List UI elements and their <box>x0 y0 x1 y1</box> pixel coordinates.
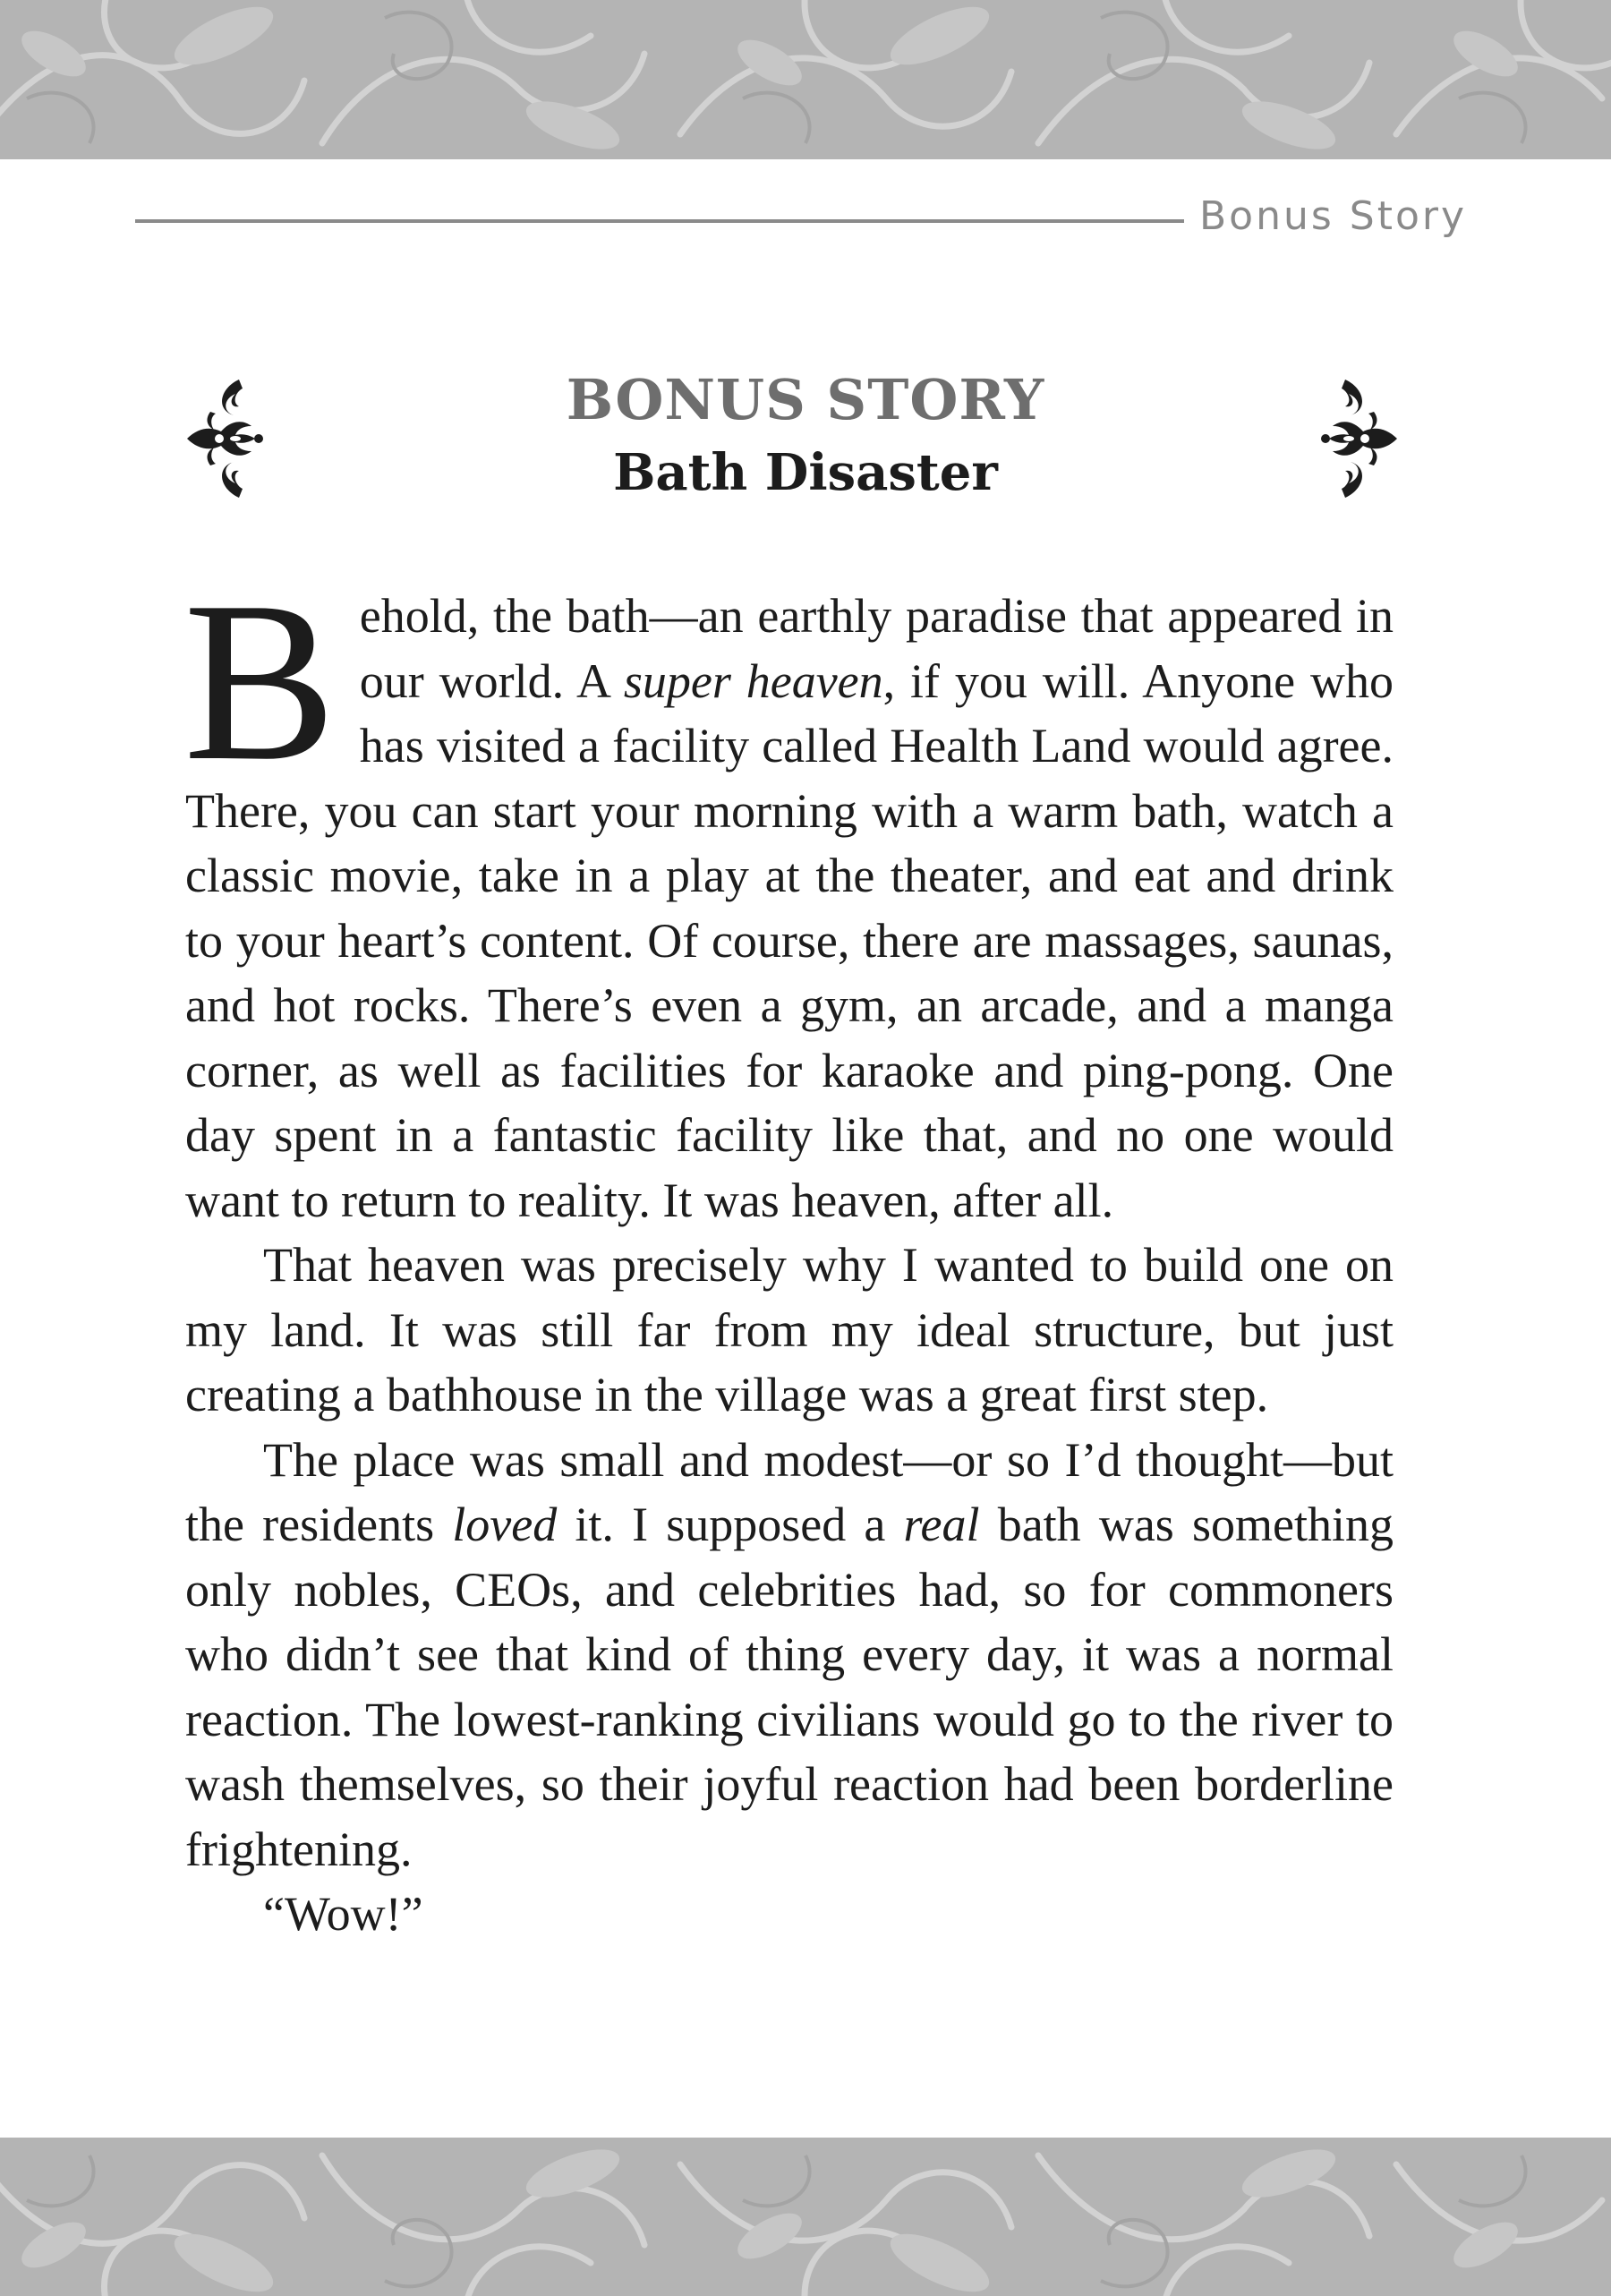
flourish-right-icon <box>1320 376 1401 501</box>
flourish-left-icon <box>183 376 264 501</box>
chapter-label: BONUS STORY <box>566 367 1045 432</box>
drop-cap: B <box>183 555 337 808</box>
running-head: Bonus Story <box>1199 193 1468 239</box>
paragraph-1 <box>183 555 1394 1233</box>
paragraph-1-text: ehold, the bath—an earthly paradise that appeared in our world. A <box>359 589 1394 708</box>
emphasis-loved: loved <box>452 1498 558 1551</box>
damask-pattern <box>0 2138 1611 2296</box>
bottom-decorative-band <box>0 2138 1611 2296</box>
paragraph-1-text-cont: , if you will. Anyone who has visited a facility called Health Land would agree. There, you can start your morning with a warm bath, watch a classic movie, take in a play at the theater, and eat and drink to your heart’s content. Of course, there are massages, saunas, and hot rocks. There’s even a gym, an arcade, and a manga corner, as well as facilities for karaoke and ping-pong. One day spent in a fantastic facility like that, and no one would want to return to reality. It was heaven, after all. <box>185 653 1394 1227</box>
paragraph-3-text-cont: it. I supposed a <box>557 1498 904 1551</box>
story-text <box>183 555 1394 1947</box>
paragraph-3-text-end: bath was something only nobles, CEOs, and celebrities had, so for commoners who didn’t see that kind of thing every day, it was a normal reaction. The lowest-ranking civilians would go to the river to wash themselves, so their joyful reaction had been borderline frightening. <box>185 1498 1394 1876</box>
paragraph-3 <box>185 1428 1394 1882</box>
chapter-title: Bath Disaster <box>613 443 998 502</box>
damask-pattern <box>0 0 1611 159</box>
paragraph-3-text: The place was small and modest—or so I’d thought—but the residents <box>185 1432 1394 1551</box>
header-rule <box>135 219 1184 223</box>
emphasis-real: real <box>903 1498 980 1551</box>
emphasis-super-heaven: super heaven <box>623 653 883 708</box>
paragraph-2: That heaven was precisely why I wanted to build one on my land. It was still far from my ideal structure, but just creating a bathhouse in the village was a great first step. <box>185 1238 1394 1421</box>
top-decorative-band <box>0 0 1611 159</box>
paragraph-4: “Wow!” <box>263 1887 423 1941</box>
